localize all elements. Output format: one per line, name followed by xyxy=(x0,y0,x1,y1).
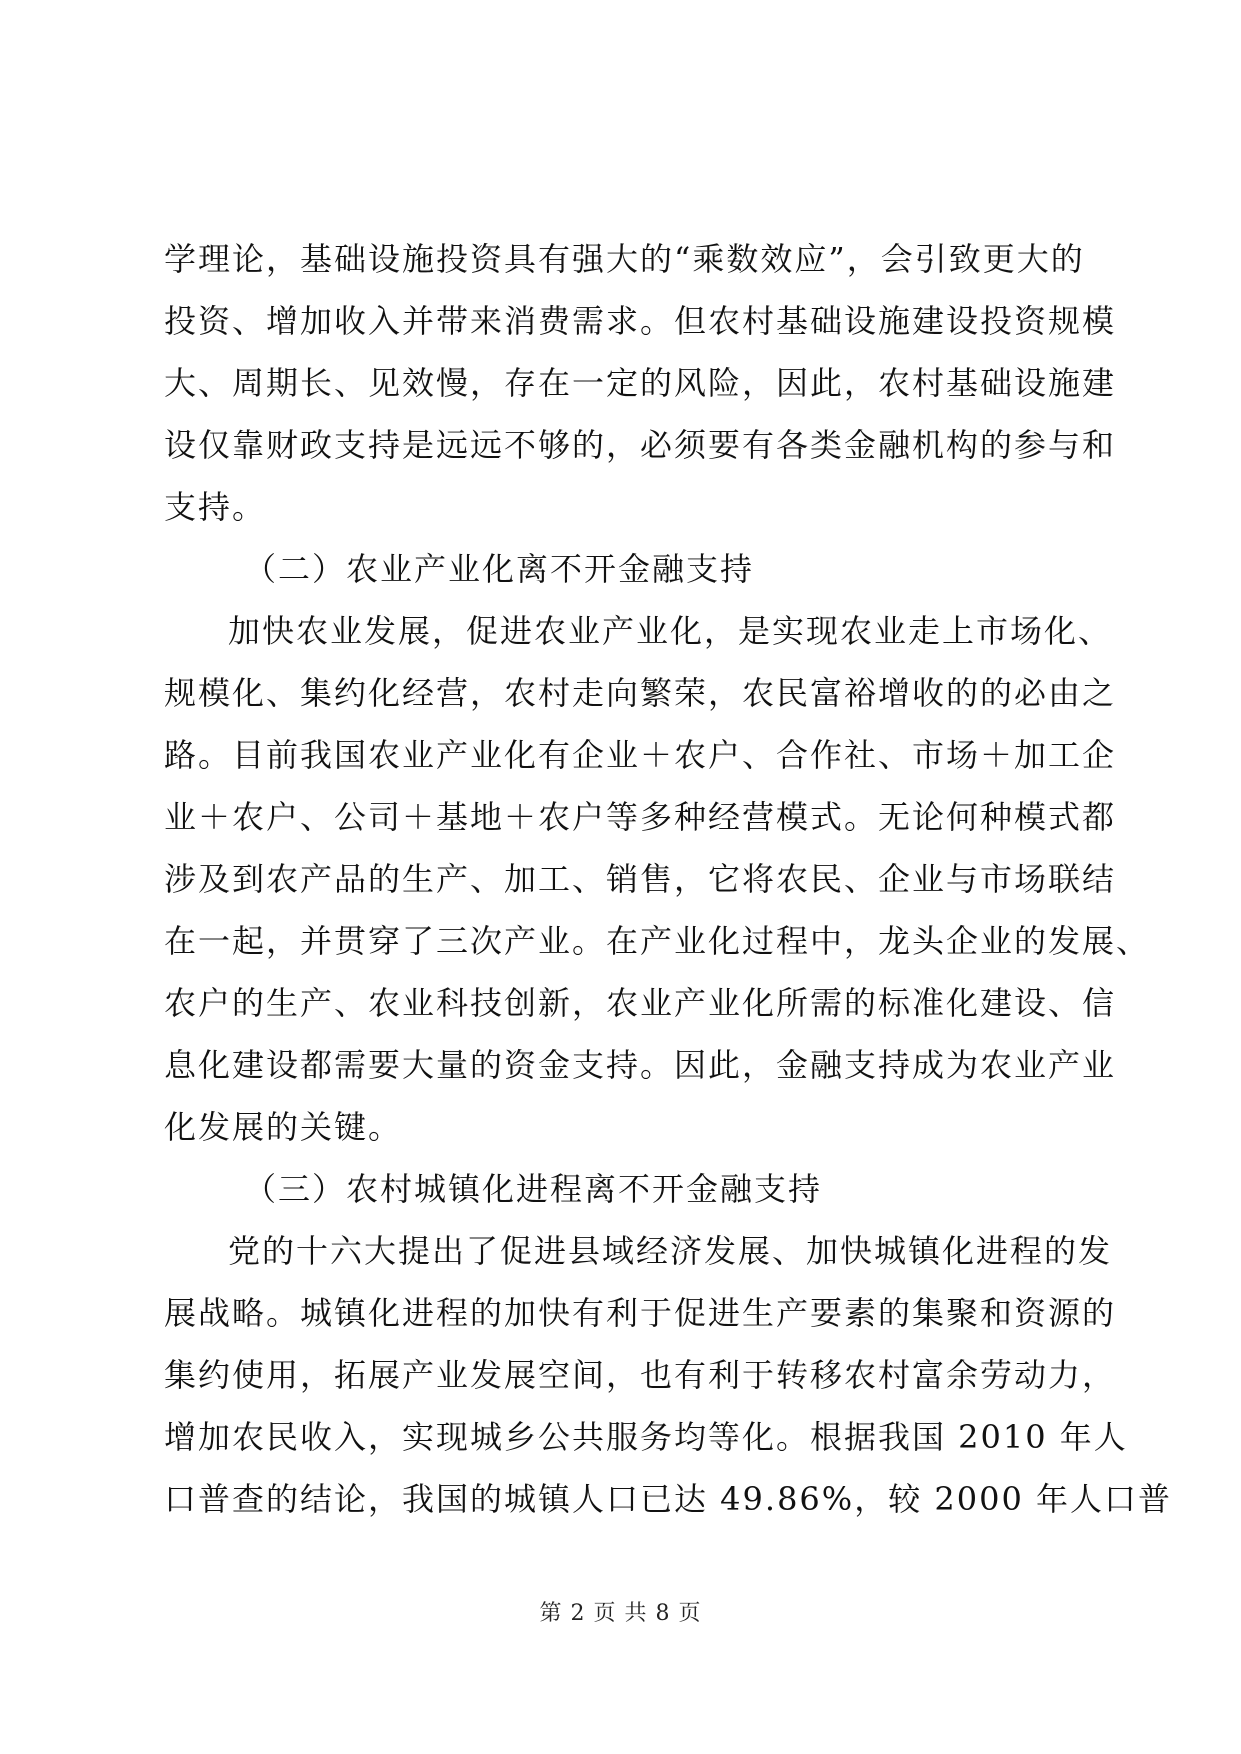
paragraph-line: 支持。 xyxy=(164,488,267,526)
paragraph-line: 集约使用，拓展产业发展空间，也有利于转移农村富余劳动力， xyxy=(164,1356,1117,1394)
paragraph-line: 党的十六大提出了促进县域经济发展、加快城镇化进程的发 xyxy=(228,1232,1113,1270)
paragraph-line: 息化建设都需要大量的资金支持。因此，金融支持成为农业产业 xyxy=(164,1046,1117,1084)
section-heading: （二）农业产业化离不开金融支持 xyxy=(244,550,755,588)
paragraph-line: 展战略。城镇化进程的加快有利于促进生产要素的集聚和资源的 xyxy=(164,1294,1117,1332)
paragraph-line: 投资、增加收入并带来消费需求。但农村基础设施建设投资规模 xyxy=(164,302,1117,340)
paragraph-line: 在一起，并贯穿了三次产业。在产业化过程中，龙头企业的发展、 xyxy=(164,922,1151,960)
paragraph-line: 涉及到农产品的生产、加工、销售，它将农民、企业与市场联结 xyxy=(164,860,1117,898)
paragraph-line: 学理论，基础设施投资具有强大的“乘数效应”，会引致更大的 xyxy=(164,240,1085,278)
paragraph-line: 增加农民收入，实现城乡公共服务均等化。根据我国 2010 年人 xyxy=(164,1418,1128,1456)
section-heading: （三）农村城镇化进程离不开金融支持 xyxy=(244,1170,823,1208)
paragraph-line: 化发展的关键。 xyxy=(164,1108,403,1146)
paragraph-line: 口普查的结论，我国的城镇人口已达 49.86%，较 2000 年人口普 xyxy=(164,1480,1172,1518)
paragraph-line: 业＋农户、公司＋基地＋农户等多种经营模式。无论何种模式都 xyxy=(164,798,1117,836)
paragraph-line: 大、周期长、见效慢，存在一定的风险，因此，农村基础设施建 xyxy=(164,364,1117,402)
paragraph-line: 加快农业发展，促进农业产业化，是实现农业走上市场化、 xyxy=(228,612,1113,650)
body-text xyxy=(164,228,1172,1530)
paragraph-line: 规模化、集约化经营，农村走向繁荣，农民富裕增收的的必由之 xyxy=(164,674,1117,712)
paragraph-line: 设仅靠财政支持是远远不够的，必须要有各类金融机构的参与和 xyxy=(164,426,1117,464)
page-footer: 第 2 页 共 8 页 xyxy=(539,1601,702,1626)
paragraph-line: 农户的生产、农业科技创新，农业产业化所需的标准化建设、信 xyxy=(164,984,1117,1022)
paragraph-line: 路。目前我国农业产业化有企业＋农户、合作社、市场＋加工企 xyxy=(164,736,1117,774)
